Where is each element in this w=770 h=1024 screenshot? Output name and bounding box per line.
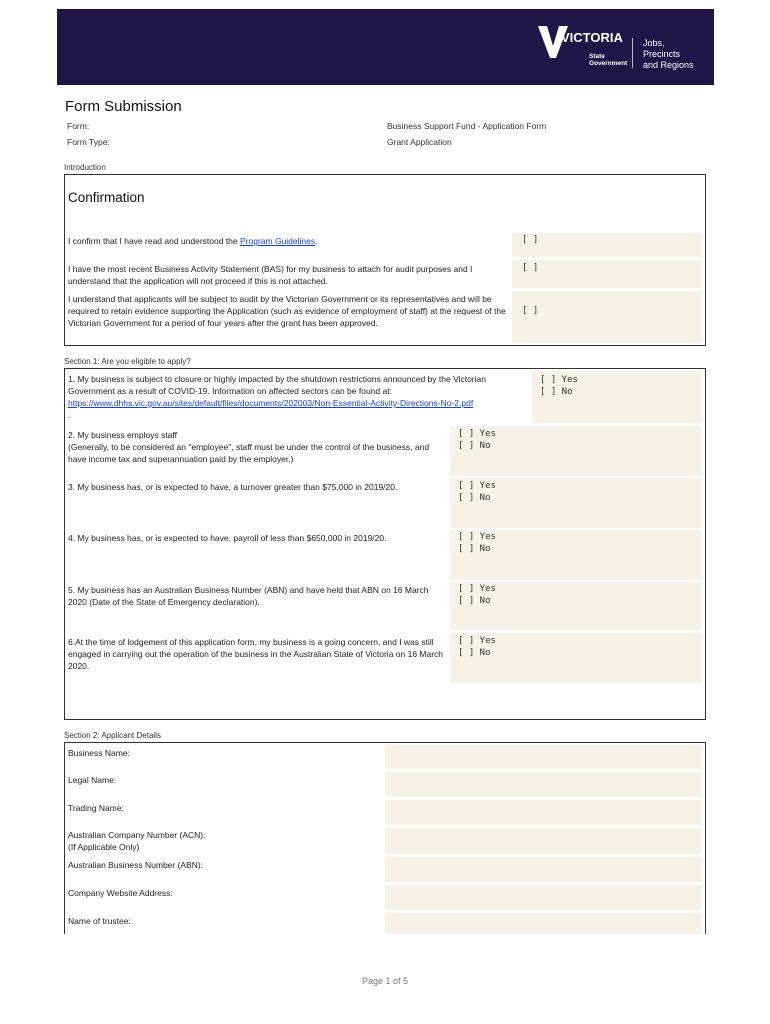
abn-label: Australian Business Number (ABN): (68, 860, 204, 870)
q3-yes-option[interactable]: [ ] Yes (458, 481, 496, 491)
confirmation-heading: Confirmation (68, 190, 145, 205)
acn-input[interactable] (385, 828, 702, 854)
section2-label: Section 2: Applicant Details (64, 731, 161, 740)
q6-no-option[interactable]: [ ] No (458, 648, 491, 658)
form-type-label: Form Type: (67, 137, 110, 147)
q5-yes-option[interactable]: [ ] Yes (458, 584, 496, 594)
trustee-input[interactable] (385, 913, 702, 934)
acn-label: Australian Company Number (ACN): (If Applicable Only) (68, 830, 206, 852)
q5-text: 5. My business has an Australian Business Number (ABN) and have held that ABN on 16 March 2020 (Date of the State of Emergency declaration). (68, 585, 429, 607)
confirm-bas-checkbox[interactable]: [ ] (522, 263, 539, 273)
confirm-2-cell (512, 260, 702, 288)
legal-name-input[interactable] (385, 772, 702, 797)
program-guidelines-link[interactable]: Program Guidelines (240, 236, 316, 246)
section1-label: Section 1: Are you eligible to apply? (64, 357, 191, 366)
q2-yes-option[interactable]: [ ] Yes (458, 429, 496, 439)
business-name-label: Business Name: (68, 748, 130, 758)
confirm-bas-text: I have the most recent Business Activity Statement (BAS) for my business to attach for audit purposes and I understand that the application will not proceed if this is not attached. (68, 264, 473, 286)
logo-wordmark: VICTORIA (561, 30, 623, 45)
page-title: Form Submission (65, 98, 182, 115)
trading-name-input[interactable] (385, 800, 702, 825)
q3-text: 3. My business has, or is expected to have, a turnover greater than $75,000 in 2019/20. (68, 482, 398, 492)
q6-text: 6.At the time of lodgement of this application form, my business is a going concern, and I was still engaged in carrying out the operation of the business in the Australian State of Victoria on 16 March 2020. (68, 637, 444, 671)
q2-no-option[interactable]: [ ] No (458, 441, 491, 451)
trading-name-label: Trading Name: (68, 803, 124, 813)
confirm-audit-text: I understand that applicants will be subject to audit by the Victorian Government or its representatives and will be required to retain evidence supporting the Application (such as evidence of employment of staff) at the request of the Victorian Government for a period of four years after the grant has been approved. (68, 294, 506, 328)
trustee-label: Name of trustee: (68, 916, 131, 926)
form-value: Business Support Fund - Application Form (387, 121, 547, 131)
logo-subtitle: State Government (589, 53, 628, 67)
q4-yes-option[interactable]: [ ] Yes (458, 532, 496, 542)
confirm-audit-checkbox[interactable]: [ ] (522, 306, 539, 316)
abn-input[interactable] (385, 857, 702, 882)
q3-no-option[interactable]: [ ] No (458, 493, 491, 503)
confirm-guidelines-text: I confirm that I have read and understood the Program Guidelines. (68, 236, 318, 246)
form-label: Form: (67, 121, 90, 131)
website-label: Company Website Address: (68, 888, 173, 898)
q1-yes-option[interactable]: [ ] Yes (540, 375, 578, 385)
page-number: Page 1 of 5 (361, 976, 409, 986)
q2-text: 2. My business employs staff (Generally, to be considered an "employee", staff must be under the control of the business, and have income tax and superannuation paid by the employer.) (68, 430, 430, 464)
q5-no-option[interactable]: [ ] No (458, 596, 491, 606)
q4-text: 4. My business has, or is expected to have, payroll of less than $650,000 in 2019/20. (68, 533, 387, 543)
form-type-value: Grant Application (387, 137, 452, 147)
q6-yes-option[interactable]: [ ] Yes (458, 636, 496, 646)
website-input[interactable] (385, 885, 702, 910)
department-name: Jobs, Precincts and Regions (643, 38, 694, 70)
q1-text: 1. My business is subject to closure or highly impacted by the shutdown restrictions announced by the Victorian Government as a result of COVID-19. Information on affected sectors can be found at: https://www.dhhs.vic.gov.au/sites/default/files/documents/202003/Non-Essential-Activity-Directions-No-2.pdf . (68, 374, 486, 420)
confirm-guidelines-checkbox[interactable]: [ ] (522, 235, 539, 245)
business-name-input[interactable] (385, 745, 702, 769)
confirm-1-cell (512, 233, 702, 257)
q4-no-option[interactable]: [ ] No (458, 544, 491, 554)
introduction-label: Introduction (64, 163, 106, 172)
q1-no-option[interactable]: [ ] No (540, 387, 573, 397)
legal-name-label: Legal Name: (68, 775, 117, 785)
logo-divider (632, 38, 633, 68)
dhhs-directions-link[interactable]: https://www.dhhs.vic.gov.au/sites/default/files/documents/202003/Non-Essential-Activity-Directions-No-2.pdf (68, 398, 474, 408)
confirm-3-cell (512, 291, 702, 343)
